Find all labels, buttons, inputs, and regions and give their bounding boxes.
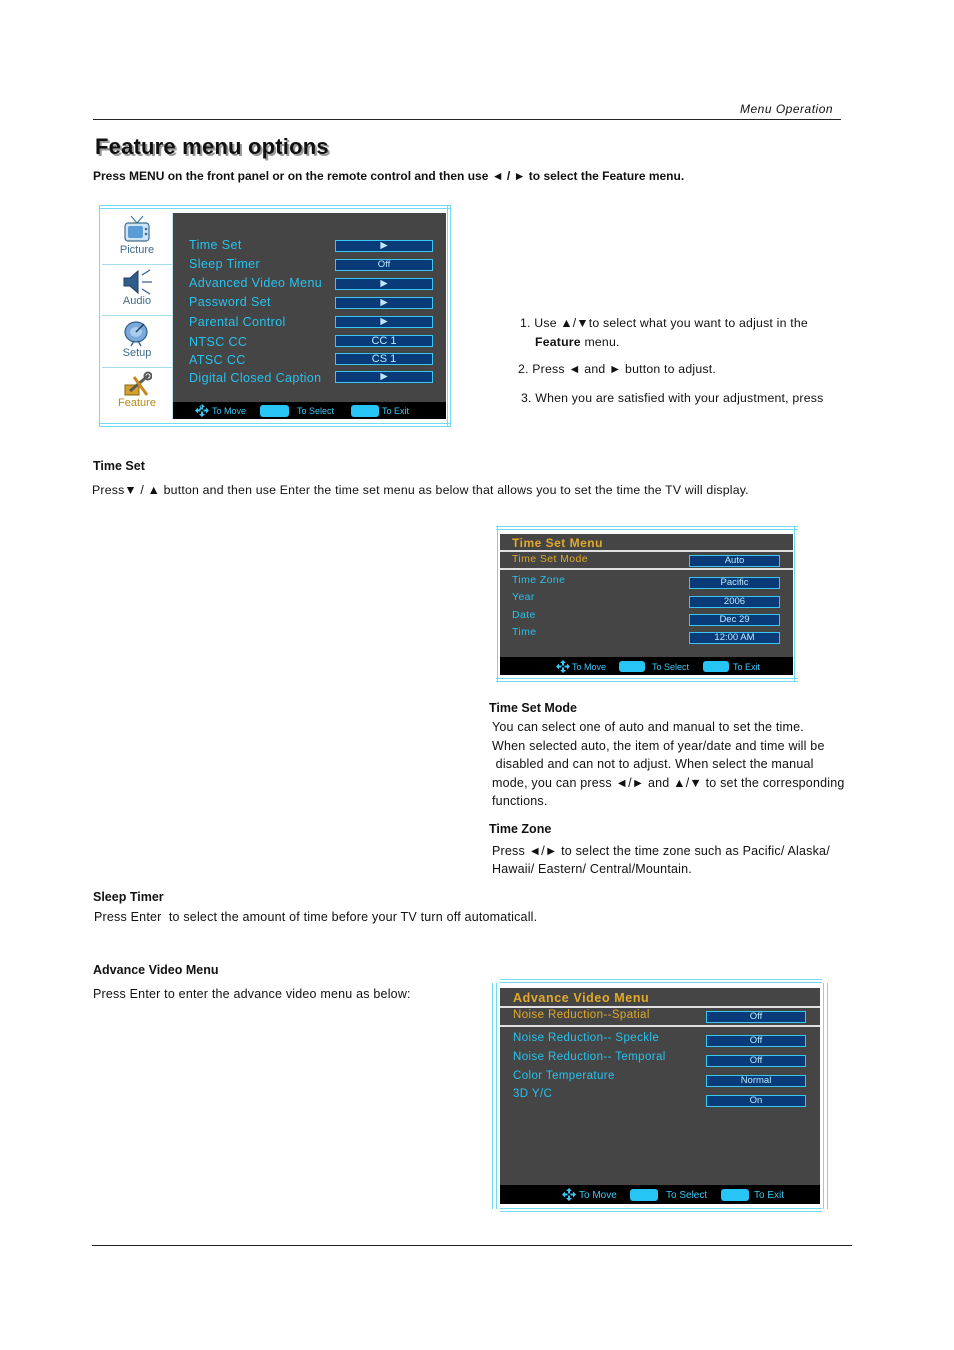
time-set-mode-value[interactable]: Auto: [689, 555, 780, 567]
advanced-video-menu-title: Advance Video Menu: [513, 991, 650, 1005]
password-set-value[interactable]: ▶: [335, 297, 433, 309]
time-set-value[interactable]: ▶: [335, 240, 433, 252]
sidebar-picture[interactable]: Picture: [119, 244, 155, 256]
footer-move: To Move: [572, 662, 607, 672]
header-rule: [93, 119, 841, 120]
noise-temporal-label[interactable]: Noise Reduction-- Temporal: [513, 1051, 666, 1063]
exit-key-icon: [351, 405, 379, 417]
move-arrows-icon: [562, 1188, 576, 1201]
tools-icon: [122, 371, 152, 399]
sleep-timer-value[interactable]: Off: [335, 259, 433, 271]
time-zone-line: Hawaii/ Eastern/ Central/Mountain.: [492, 862, 692, 876]
time-zone-label[interactable]: Time Zone: [512, 574, 566, 586]
speaker-icon: [120, 267, 154, 297]
digital-cc-value[interactable]: ▶: [335, 371, 433, 383]
footer-rule: [92, 1245, 852, 1246]
menu-item-digital-cc[interactable]: Digital Closed Caption: [189, 371, 322, 385]
menu-item-sleep-timer[interactable]: Sleep Timer: [189, 257, 261, 271]
year-label[interactable]: Year: [512, 591, 535, 603]
menu-item-time-set[interactable]: Time Set: [189, 238, 242, 252]
menu-item-parental-control[interactable]: Parental Control: [189, 315, 286, 329]
menu-item-advanced-video[interactable]: Advanced Video Menu: [189, 276, 323, 290]
footer-exit: To Exit: [382, 406, 410, 416]
intro-text: Press MENU on the front panel or on the remote control and then use ◄ / ► to select the Feature menu.: [93, 169, 685, 183]
time-set-menu-panel: [500, 534, 793, 675]
date-label[interactable]: Date: [512, 609, 536, 621]
noise-speckle-value[interactable]: Off: [706, 1035, 806, 1047]
section-header: Menu Operation: [740, 102, 834, 116]
time-set-mode-line: functions.: [492, 794, 548, 808]
move-arrows-icon: [556, 660, 570, 673]
noise-spatial-label[interactable]: Noise Reduction--Spatial: [513, 1009, 650, 1021]
feature-menu-screen: [99, 205, 451, 427]
time-zone-value[interactable]: Pacific: [689, 577, 780, 589]
footer-select: To Select: [652, 662, 690, 672]
instruction-step1: 1. Use ▲/▼to select what you want to adjust in the: [520, 316, 808, 330]
time-set-mode-line: mode, you can press ◄/► and ▲/▼ to set the corresponding: [492, 776, 845, 790]
menu-item-ntsc-cc[interactable]: NTSC CC: [189, 335, 248, 349]
page-title: Feature menu options: [95, 134, 329, 159]
sleep-timer-text: Press Enter to select the amount of time before your TV turn off automaticall.: [94, 910, 538, 924]
time-set-menu-screen: [496, 526, 800, 682]
menu-sidebar: [102, 213, 173, 419]
select-key-icon: [619, 661, 645, 672]
noise-spatial-value[interactable]: Off: [706, 1011, 806, 1023]
advanced-video-menu-panel: [500, 988, 820, 1204]
noise-speckle-label[interactable]: Noise Reduction-- Speckle: [513, 1032, 660, 1044]
time-value[interactable]: 12:00 AM: [689, 632, 780, 644]
sidebar-audio[interactable]: Audio: [122, 295, 152, 307]
ntsc-cc-value[interactable]: CC 1: [335, 335, 433, 347]
3d-yc-label[interactable]: 3D Y/C: [513, 1088, 553, 1100]
footer-move: To Move: [579, 1190, 617, 1201]
footer-move: To Move: [212, 406, 247, 416]
instruction-step3: 3. When you are satisfied with your adjustment, press: [521, 391, 824, 405]
footer-select: To Select: [297, 406, 335, 416]
color-temperature-label[interactable]: Color Temperature: [513, 1070, 615, 1082]
advance-video-text: Press Enter to enter the advance video menu as below:: [93, 987, 411, 1001]
time-set-menu-footer: [500, 657, 793, 675]
time-label[interactable]: Time: [512, 626, 537, 638]
time-set-mode-line: When selected auto, the item of year/date and time will be: [492, 739, 825, 753]
footer-select: To Select: [666, 1190, 708, 1201]
feature-menu-panel: [173, 213, 446, 419]
tv-icon: [122, 215, 152, 243]
footer-exit: To Exit: [754, 1190, 785, 1201]
time-set-mode-line: You can select one of auto and manual to set the time.: [492, 720, 804, 734]
time-zone-heading: Time Zone: [489, 822, 552, 836]
parental-control-value[interactable]: ▶: [335, 316, 433, 328]
advanced-video-value[interactable]: ▶: [335, 278, 433, 290]
sidebar-feature[interactable]: Feature: [118, 397, 156, 409]
time-set-mode-line: disabled and can not to adjust. When select the manual: [492, 757, 814, 771]
menu-footer: [173, 402, 446, 419]
instruction-step2: 2. Press ◄ and ► button to adjust.: [518, 362, 716, 376]
time-set-menu-title: Time Set Menu: [512, 536, 603, 550]
advance-video-heading: Advance Video Menu: [93, 963, 219, 977]
satellite-dish-icon: [122, 319, 152, 347]
time-set-heading: Time Set: [93, 459, 145, 473]
select-key-icon: [260, 405, 289, 417]
instruction-step1-cont: Feature menu.: [535, 335, 620, 349]
exit-key-icon: [721, 1189, 749, 1201]
menu-item-password-set[interactable]: Password Set: [189, 295, 271, 309]
sidebar-setup[interactable]: Setup: [122, 347, 152, 359]
footer-exit: To Exit: [733, 662, 761, 672]
noise-temporal-value[interactable]: Off: [706, 1055, 806, 1067]
move-arrows-icon: [195, 404, 209, 417]
menu-item-atsc-cc[interactable]: ATSC CC: [189, 353, 246, 367]
advanced-video-menu-screen: [492, 979, 828, 1213]
time-set-text: Press▼ / ▲ button and then use Enter the time set menu as below that allows you to set the time the TV will display.: [92, 483, 749, 497]
date-value[interactable]: Dec 29: [689, 614, 780, 626]
exit-key-icon: [703, 661, 729, 672]
time-set-mode-label[interactable]: Time Set Mode: [512, 553, 589, 565]
atsc-cc-value[interactable]: CS 1: [335, 353, 433, 365]
3d-yc-value[interactable]: On: [706, 1095, 806, 1107]
time-set-mode-heading: Time Set Mode: [489, 701, 577, 715]
color-temperature-value[interactable]: Normal: [706, 1075, 806, 1087]
year-value[interactable]: 2006: [689, 596, 780, 608]
select-key-icon: [630, 1189, 658, 1201]
sleep-timer-heading: Sleep Timer: [93, 890, 164, 904]
advanced-video-menu-footer: [500, 1185, 820, 1204]
time-zone-line: Press ◄/► to select the time zone such as Pacific/ Alaska/: [492, 844, 830, 858]
